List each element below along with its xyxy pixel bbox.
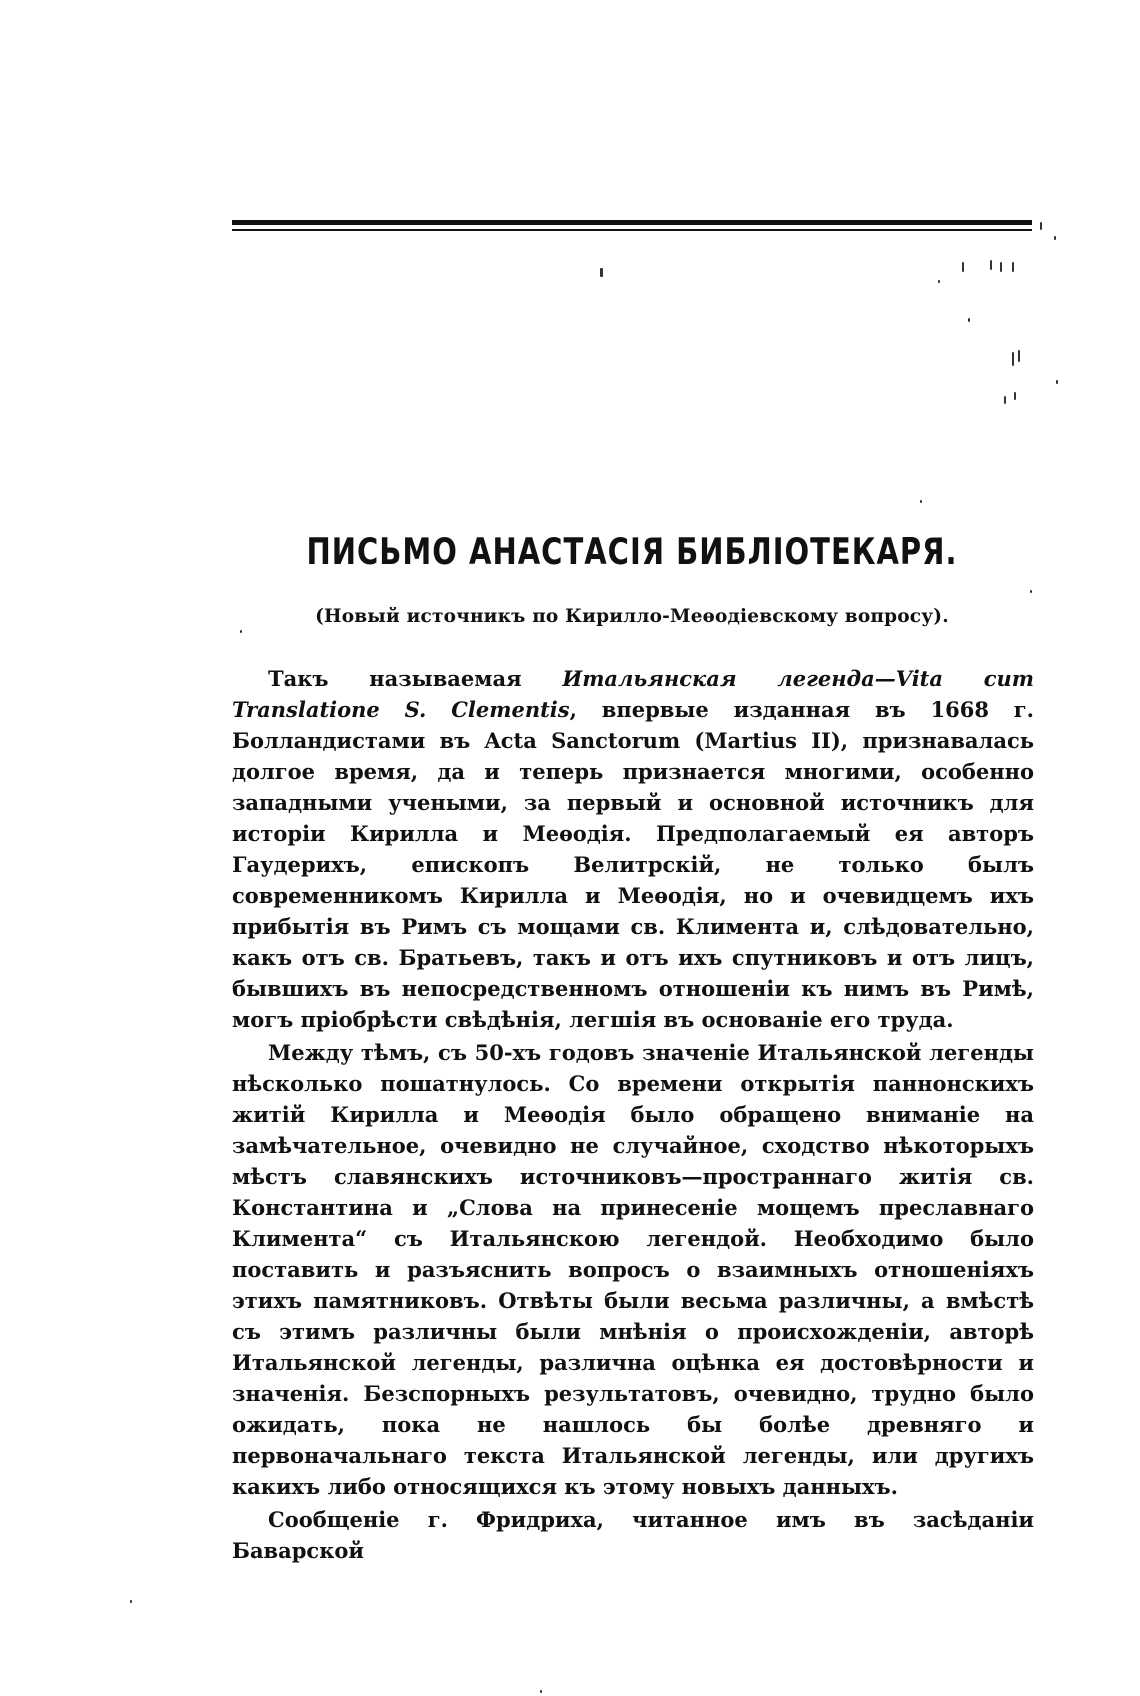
scan-speck bbox=[600, 268, 603, 277]
paragraph-3: Сообщеніе г. Фридриха, читанное имъ въ засѣданіи Баварской bbox=[232, 1507, 1034, 1563]
paragraph-1-lead: Такъ называемая bbox=[268, 666, 563, 691]
scan-speck bbox=[1012, 262, 1014, 272]
article-subtitle: (Новый источникъ по Кирилло-Меѳодіевскому вопросу). bbox=[315, 606, 949, 627]
scan-speck bbox=[540, 1690, 542, 1693]
scan-speck bbox=[1040, 222, 1042, 230]
scan-speck bbox=[968, 318, 970, 322]
scan-speck bbox=[240, 630, 242, 633]
scan-speck bbox=[1054, 236, 1056, 240]
scan-speck bbox=[1030, 590, 1032, 593]
paragraph-1 bbox=[232, 663, 1034, 1035]
article-body bbox=[232, 663, 1034, 1568]
scan-speck bbox=[938, 280, 940, 283]
paragraph-1-text: , впервые изданная въ 1668 г. Болландистами въ Acta Sanctorum (Martius II), признавалась долгое время, да и теперь признается многими, особенно западными учеными, за первый и основной источникъ для исторіи Кирилла и Меѳодія. Предполагаемый ея авторъ Гаудерихъ, епископъ Велитрскій, не только былъ современникомъ Кирилла и Меѳодія, но и очевидцемъ ихъ прибытія въ Римъ съ мощами св. Климента и, слѣдовательно, какъ отъ св. Братьевъ, такъ и отъ ихъ спутниковъ и отъ лицъ, бывшихъ въ непосредственномъ отношеніи къ нимъ въ Римѣ, могъ пріобрѣсти свѣдѣнія, легшія въ основаніе его труда. bbox=[232, 697, 1034, 1032]
scan-speck bbox=[1004, 396, 1006, 404]
scan-speck bbox=[1018, 350, 1020, 362]
paragraph-1-italic-title: Итальянская легенда—Vita cum Translatione S. Clementis bbox=[232, 666, 1034, 722]
scan-speck bbox=[1000, 262, 1002, 272]
scan-speck bbox=[920, 500, 922, 503]
scan-speck bbox=[1012, 352, 1014, 366]
header-rule-thin bbox=[232, 229, 1032, 231]
paragraph-2: Между тѣмъ, съ 50-хъ годовъ значеніе Итальянской легенды нѣсколько пошатнулось. Со времени открытія паннонскихъ житій Кирилла и Меѳодія было обращено вниманіе на замѣчательное, очевидно не случайное, сходство нѣкоторыхъ мѣстъ славянскихъ источниковъ—пространнаго житія св. Константина и „Слова на принесеніе мощемъ преславнаго Климента“ съ Итальянскою легендой. Необходимо было поставить и разъяснить вопросъ о взаимныхъ отношеніяхъ этихъ памятниковъ. Отвѣты были весьма различны, а вмѣстѣ съ этимъ различны были мнѣнія о происхожденіи, авторѣ Итальянской легенды, различна оцѣнка ея достовѣрности и значенія. Безспорныхъ результатовъ, очевидно, трудно было ожидать, пока не нашлось бы болѣе древняго и первоначальнаго текста Итальянской легенды, или другихъ какихъ либо относящихся къ этому новыхъ данныхъ. bbox=[232, 1040, 1034, 1499]
scan-speck bbox=[130, 1600, 132, 1603]
scan-speck bbox=[1014, 392, 1016, 400]
scan-speck bbox=[962, 262, 964, 272]
header-rule-thick bbox=[232, 220, 1032, 225]
scan-speck bbox=[990, 260, 992, 270]
article-title: ПИСЬМО АНАСТАСІЯ БИБЛІОТЕКАРЯ. bbox=[306, 530, 958, 573]
scan-speck bbox=[1056, 380, 1058, 384]
